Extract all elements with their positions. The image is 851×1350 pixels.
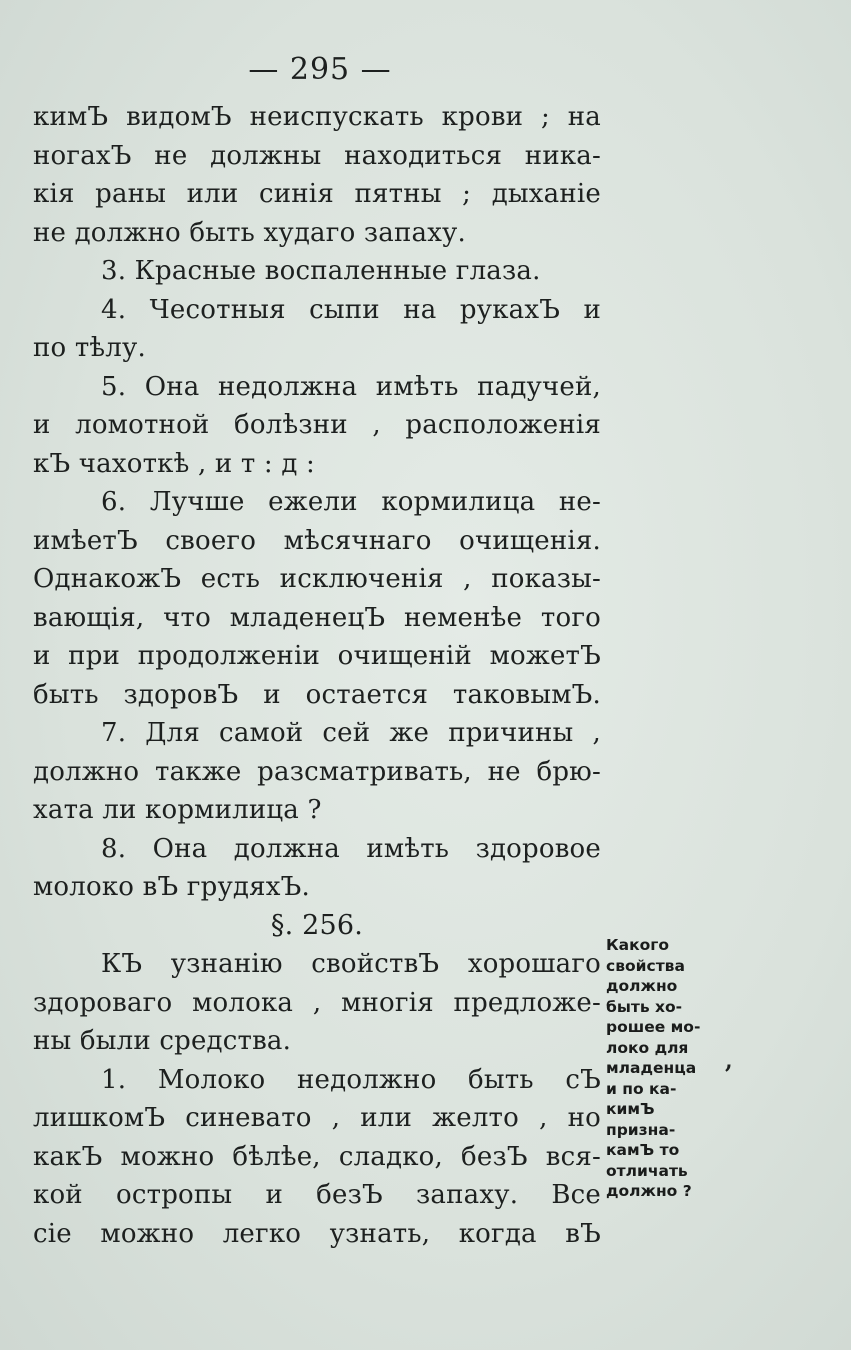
text-line: 8. Она должна имѣть здоровое xyxy=(101,833,601,864)
text-line: имѣетЪ своего мѣсячнаго очищенія. xyxy=(33,525,601,556)
text-line: хата ли кормилица ? xyxy=(33,795,322,825)
text-line: кія раны или синія пятны ; дыханіе xyxy=(33,179,601,209)
text-line: молоко вЪ грудяхЪ. xyxy=(33,872,310,902)
margin-note-line: Какого xyxy=(606,936,670,954)
text-line: 5. Она недолжна имѣть падучей, xyxy=(101,371,601,402)
margin-note-line: призна- xyxy=(606,1120,676,1139)
margin-note-line: должно xyxy=(606,977,678,995)
text-line: КЪ узнанію свойствЪ хорошаго xyxy=(101,949,601,979)
text-line: и ломотной болѣзни , расположенія xyxy=(33,410,601,440)
text-line: здороваго молока , многія предложе- xyxy=(33,987,601,1018)
text-line: ны были средства. xyxy=(33,1026,292,1056)
text-line: 6. Лучше ежели кормилица не- xyxy=(101,487,601,517)
text-line: ОднакожЪ есть исключенія , показы- xyxy=(33,564,601,594)
text-line: и при продолженіи очищеній можетЪ xyxy=(33,641,601,671)
page-number: — 295 — xyxy=(248,52,392,87)
text-line: вающія, что младенецЪ неменѣе того xyxy=(33,602,601,633)
text-line: должно также разсматривать, не брю- xyxy=(33,756,601,787)
text-line: 7. Для самой сей же причины , xyxy=(101,718,601,748)
margin-note-line: локо для xyxy=(606,1038,689,1057)
text-line: 4. Чесотныя сыпи на рукахЪ и xyxy=(101,294,601,325)
text-line: лишкомЪ синевато , или желто , но xyxy=(33,1103,601,1133)
margin-note-line: камЪ то xyxy=(606,1141,680,1159)
text-line: по тѣлу. xyxy=(33,333,146,363)
text-line: 1. Молоко недолжно быть сЪ xyxy=(101,1064,601,1095)
text-line: кимЪ видомЪ неиспускать крови ; на xyxy=(33,102,601,132)
text-line: сіе можно легко узнать, когда вЪ xyxy=(33,1218,601,1249)
margin-note xyxy=(606,935,731,1202)
margin-note-line: должно ? xyxy=(606,1182,692,1200)
margin-note-line: младенца xyxy=(606,1059,697,1077)
margin-note-line: кимЪ xyxy=(606,1100,655,1118)
margin-note-line: свойства xyxy=(606,956,685,975)
text-line: кЪ чахоткѣ , и т : д : xyxy=(33,448,315,479)
body-text xyxy=(33,98,601,1253)
text-line: 3. Красные воспаленные глаза. xyxy=(101,256,541,286)
text-line: какЪ можно бѣлѣе, сладко, безЪ вся- xyxy=(33,1141,601,1172)
text-line: кой остропы и безЪ запаху. Все xyxy=(33,1180,601,1210)
text-line: быть здоровЪ и остается таковымЪ. xyxy=(33,679,601,710)
text-line: не должно быть худаго запаху. xyxy=(33,217,467,248)
margin-comma: , xyxy=(725,1048,733,1074)
margin-note-line: отличать xyxy=(606,1161,688,1180)
margin-note-line: рошее мо- xyxy=(606,1018,701,1036)
text-line: ногахЪ не должны находиться ника- xyxy=(33,140,601,171)
section-heading: §. 256. xyxy=(270,909,364,941)
margin-note-line: и по ка- xyxy=(606,1079,677,1098)
margin-note-line: быть хо- xyxy=(606,997,683,1016)
